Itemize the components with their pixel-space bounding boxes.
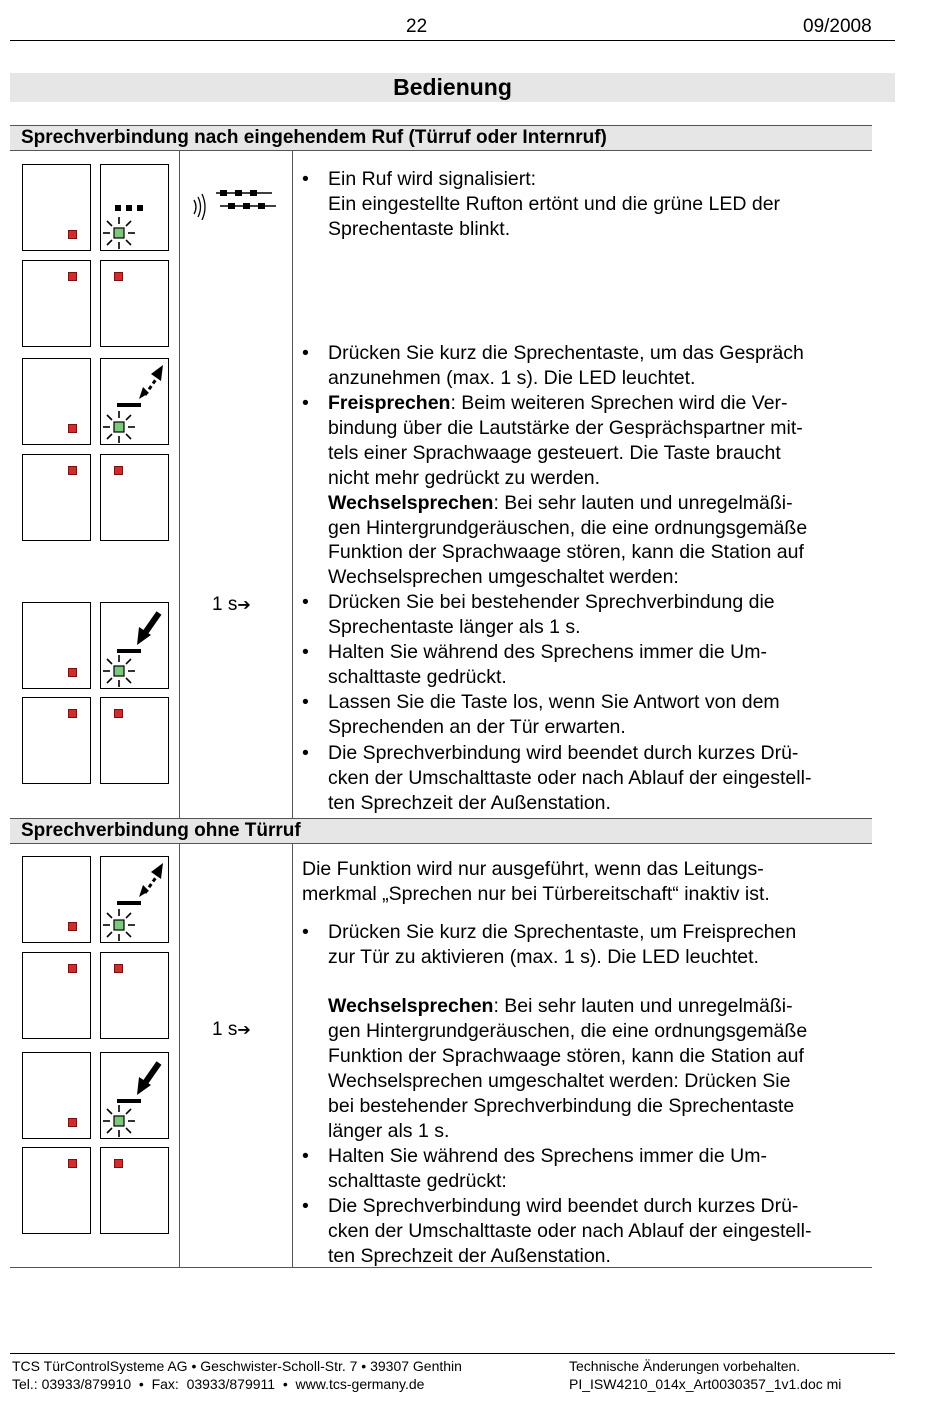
station-button-panel xyxy=(100,454,169,541)
timing-value: 1 s xyxy=(212,1019,238,1040)
short-press-arrow-icon xyxy=(115,361,167,411)
table-divider xyxy=(292,151,293,818)
red-led-icon xyxy=(68,1118,77,1127)
short-press-arrow-icon xyxy=(115,859,167,909)
handsfree-text: Freisprechen: Beim weiteren Sprechen wird die Ver- bindung über die Lautstärke der Gesprächspartner mit- tels einer Sprachwaage gesteuert. Die Taste braucht nicht mehr gedrückt zu werden. Wechselsprechen: Bei sehr lauten und unregelmäßi- gen Hintergrundgeräuschen, die eine ordnungsgemäße Funktion der Sprachwaage stören, kann die Station auf Wechselsprechen umgeschaltet werden: xyxy=(328,392,808,589)
red-led-icon xyxy=(68,668,77,677)
footer-rule xyxy=(10,1353,895,1354)
bullet: • xyxy=(302,168,309,190)
long-press-arrow-icon xyxy=(115,607,167,655)
footer-address: TCS TürControlSysteme AG • Geschwister-Scholl-Str. 7 • 39307 Genthin xyxy=(12,1358,462,1374)
station-button-panel xyxy=(100,697,169,784)
timing-label xyxy=(212,1019,251,1041)
arrow-right-icon: ➔ xyxy=(237,597,251,614)
footer-contact: Tel.: 03933/879910 • Fax: 03933/879911 • www.tcs-germany.de xyxy=(12,1376,425,1392)
station-button-panel xyxy=(22,358,91,445)
end-call-text: Die Sprechverbindung wird beendet durch kurzes Drü- cken der Umschalttaste oder nach Ablauf der eingestell- ten Sprechzeit der Außenstation. xyxy=(328,742,812,814)
red-led-icon xyxy=(68,466,77,475)
function-condition-text: Die Funktion wird nur ausgeführt, wenn das Leitungs- merkmal „Sprechen nur bei Türbereitschaft“ inaktiv ist. xyxy=(302,858,770,905)
red-led-icon xyxy=(114,466,123,475)
red-led-icon xyxy=(68,709,77,718)
long-press-arrow-icon xyxy=(115,1057,167,1105)
alternate-speech-text: Wechselsprechen: Bei sehr lauten und unregelmäßi- gen Hintergrundgeräuschen, die eine ordnungsgemäße Funktion der Sprachwaage stören, kann die Station auf Wechselsprechen umgeschaltet werden: Drücken Sie bei bestehender Sprechverbindung die Sprechentaste länger als 1 s. xyxy=(328,995,808,1142)
footer-document-id: PI_ISW4210_014x_Art0030357_1v1.doc mi xyxy=(569,1376,842,1392)
bullet: • xyxy=(302,392,309,414)
station-button-panel xyxy=(100,952,169,1039)
section-heading-incoming-call: Sprechverbindung nach eingehendem Ruf (Türruf oder Internruf) xyxy=(10,125,872,151)
timing-value: 1 s xyxy=(212,594,238,615)
page-date: 09/2008 xyxy=(803,16,872,37)
station-button-panel xyxy=(22,856,91,943)
speech-button-panel xyxy=(100,602,169,689)
green-led-blinking-icon xyxy=(101,409,137,445)
station-button-panel xyxy=(22,454,91,541)
table-divider xyxy=(292,844,293,1268)
station-button-panel xyxy=(22,1147,91,1234)
red-led-icon xyxy=(68,272,77,281)
timing-label xyxy=(212,594,251,616)
page-number: 22 xyxy=(406,16,428,37)
green-led-blinking-icon xyxy=(101,1103,137,1139)
header-rule xyxy=(10,40,895,41)
arrow-right-icon: ➔ xyxy=(237,1022,251,1039)
long-press-text: Drücken Sie bei bestehender Sprechverbindung die Sprechentaste länger als 1 s. xyxy=(328,591,775,638)
red-led-icon xyxy=(114,709,123,718)
station-button-panel xyxy=(100,1147,169,1234)
station-button-panel xyxy=(100,260,169,347)
station-button-panel xyxy=(22,602,91,689)
station-button-panel xyxy=(22,952,91,1039)
bullet: • xyxy=(302,591,309,613)
table-divider xyxy=(179,844,180,1268)
section-heading-without-door-call: Sprechverbindung ohne Türruf xyxy=(10,818,872,844)
speech-button-panel xyxy=(100,1052,169,1139)
station-button-panel xyxy=(22,164,91,251)
speech-button-panel xyxy=(100,358,169,445)
speech-button-panel xyxy=(100,856,169,943)
bullet: • xyxy=(302,921,309,943)
bullet: • xyxy=(302,742,309,764)
footer-disclaimer: Technische Änderungen vorbehalten. xyxy=(569,1358,801,1374)
bullet: • xyxy=(302,691,309,713)
call-signal-text: Ein Ruf wird signalisiert: Ein eingestellte Rufton ertönt und die grüne LED der Sprechentaste blinkt. xyxy=(328,168,781,240)
red-led-icon xyxy=(68,964,77,973)
dots-icon xyxy=(115,205,147,211)
activate-handsfree-text: Drücken Sie kurz die Sprechentaste, um Freisprechen zur Tür zu aktivieren (max. 1 s). Die LED leuchtet. xyxy=(328,921,797,968)
page-title: Bedienung xyxy=(10,73,895,102)
release-key-text: Lassen Sie die Taste los, wenn Sie Antwort von dem Sprechenden an der Tür erwarten. xyxy=(328,691,780,738)
hold-shift-text: Halten Sie während des Sprechens immer die Um- schalttaste gedrückt. xyxy=(328,641,767,688)
bullet: • xyxy=(302,342,309,364)
speech-button-panel xyxy=(100,164,169,251)
red-led-icon xyxy=(68,424,77,433)
green-led-blinking-icon xyxy=(101,653,137,689)
red-led-icon xyxy=(114,272,123,281)
red-led-icon xyxy=(68,922,77,931)
green-led-blinking-icon xyxy=(101,215,137,251)
green-led-blinking-icon xyxy=(101,907,137,943)
red-led-icon xyxy=(114,1159,123,1168)
station-button-panel xyxy=(22,260,91,347)
end-call-text: Die Sprechverbindung wird beendet durch kurzes Drü- cken der Umschalttaste oder nach Ablauf der eingestell- ten Sprechzeit der Außenstation. xyxy=(328,1195,812,1267)
ring-signal-icon xyxy=(190,190,280,224)
station-button-panel xyxy=(22,697,91,784)
red-led-icon xyxy=(68,230,77,239)
bullet: • xyxy=(302,1195,309,1217)
red-led-icon xyxy=(114,964,123,973)
red-led-icon xyxy=(68,1159,77,1168)
answer-call-text: Drücken Sie kurz die Sprechentaste, um das Gespräch anzunehmen (max. 1 s). Die LED leuchtet. xyxy=(328,342,804,389)
station-button-panel xyxy=(22,1052,91,1139)
bullet: • xyxy=(302,1145,309,1167)
table-divider xyxy=(179,151,180,818)
hold-shift-text: Halten Sie während des Sprechens immer die Um- schalttaste gedrückt: xyxy=(328,1145,767,1192)
bullet: • xyxy=(302,641,309,663)
